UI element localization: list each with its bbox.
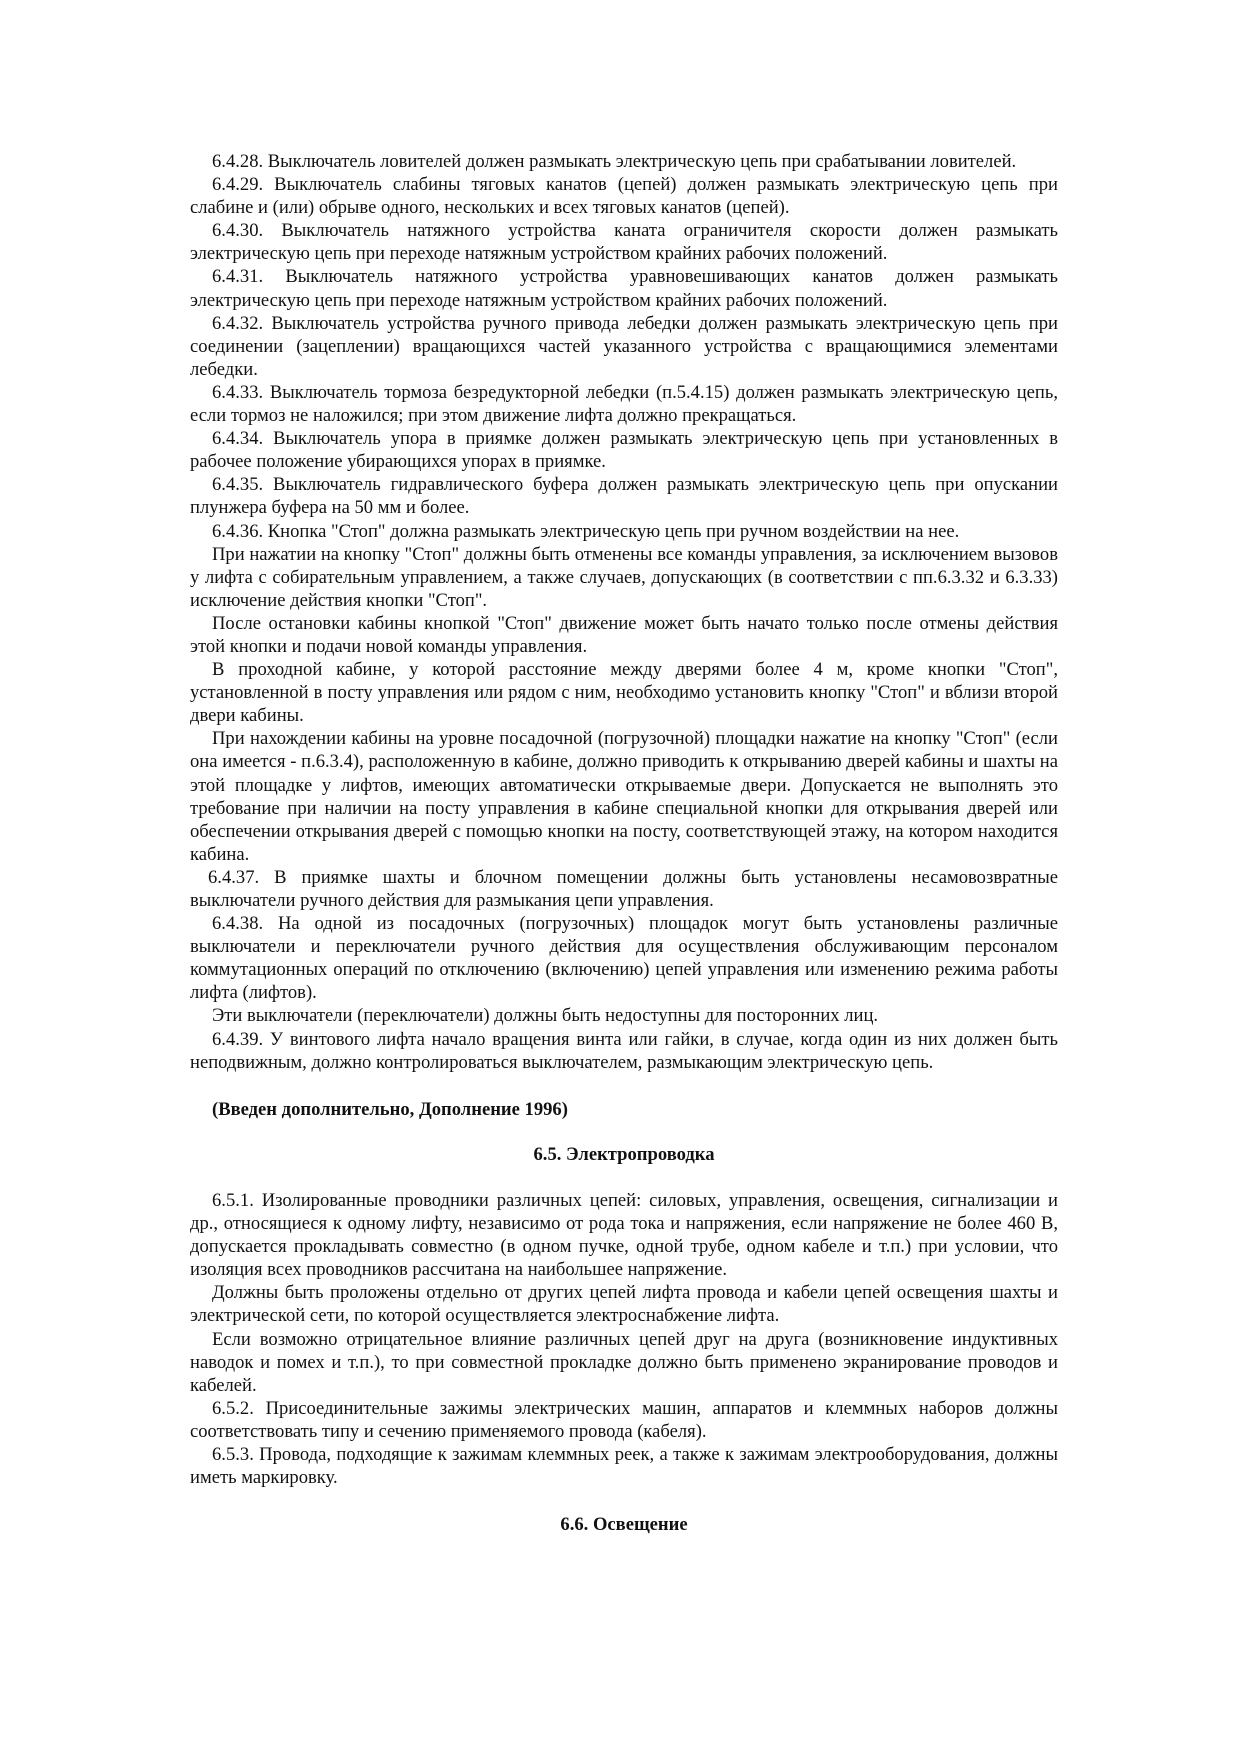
paragraph-stop-button-restart: После остановки кабины кнопкой "Стоп" движение может быть начато только после отмены действия этой кнопки и подачи новой команды управления. [190,612,1058,657]
paragraph-stop-button-doors: При нахождении кабины на уровне посадочной (погрузочной) площадки нажатие на кнопку "Стоп" (если она имеется - п.6.3.4), расположенную в кабине, должно приводить к открыванию дверей кабины и шахты на этой площадке у лифтов, имеющих автоматически открываемые двери. Допускается не выполнять это требование при наличии на посту управления в кабине специальной кнопки для открывания дверей или обеспечении открывания дверей с помощью кнопки на посту, соответствующей этажу, на котором находится кабина. [190,728,1058,865]
paragraph-6-4-31: 6.4.31. Выключатель натяжного устройства уравновешивающих канатов должен размыкать электрическую цепь при переходе натяжным устройством крайних рабочих положений. [190,266,1058,311]
paragraph-6-5-3: 6.5.3. Провода, подходящие к зажимам клеммных реек, а также к зажимам электрооборудования, должны иметь маркировку. [190,1443,1058,1489]
paragraph-6-4-34: 6.4.34. Выключатель упора в приямке должен размыкать электрическую цепь при установленных в рабочее положение убирающихся упорах в приямке. [190,428,1058,473]
paragraph-6-4-33: 6.4.33. Выключатель тормоза безредукторной лебедки (п.5.4.15) должен размыкать электрическую цепь, если тормоз не наложился; при этом движение лифта должно прекращаться. [190,381,1058,427]
paragraph-6-4-35: 6.4.35. Выключатель гидравлического буфера должен размыкать электрическую цепь при опускании плунжера буфера на 50 мм и более. [190,474,1058,519]
paragraph-separate-wiring: Должны быть проложены отдельно от других цепей лифта провода и кабели цепей освещения шахты и электрической сети, по которой осуществляется электроснабжение лифта. [190,1282,1058,1327]
paragraph-6-5-2: 6.5.2. Присоединительные зажимы электрических машин, аппаратов и клеммных наборов должны соответствовать типу и сечению применяемого провода (кабеля). [190,1397,1058,1442]
paragraph-6-4-39: 6.4.39. У винтового лифта начало вращения винта или гайки, в случае, когда один из них должен быть неподвижным, должно контролироваться выключателем, размыкающим электрическую цепь. [190,1028,1058,1073]
paragraph-6-4-29: 6.4.29. Выключатель слабины тяговых канатов (цепей) должен размыкать электрическую цепь при слабине и (или) обрыве одного, нескольких и всех тяговых канатов (цепей). [190,174,1058,219]
document-body [190,150,1058,1536]
section-heading-6-6: 6.6. Освещение [560,1514,688,1536]
paragraph-6-4-30: 6.4.30. Выключатель натяжного устройства каната ограничителя скорости должен размыкать электрическую цепь при переходе натяжным устройством крайних рабочих положений. [190,220,1058,265]
paragraph-stop-button-cancel: При нажатии на кнопку "Стоп" должны быть отменены все команды управления, за исключением вызовов у лифта с собирательным управлением, а также случаев, допускающих (в соответствии с пп.6.3.32 и 6.3.33) исключение действия кнопки "Стоп". [190,543,1058,611]
paragraph-6-4-36: 6.4.36. Кнопка "Стоп" должна размыкать электрическую цепь при ручном воздействии на нее. [212,520,960,542]
paragraph-6-4-37: 6.4.37. В приямке шахты и блочном помещении должны быть установлены несамовозвратные выключатели ручного действия для размыкания цепи управления. [190,866,1058,911]
paragraph-walkthrough-cabin: В проходной кабине, у которой расстояние между дверями более 4 м, кроме кнопки "Стоп", установленной в посту управления или рядом с ним, необходимо установить кнопку "Стоп" и вблизи второй двери кабины. [190,659,1058,727]
paragraph-switches-access: Эти выключатели (переключатели) должны быть недоступны для посторонних лиц. [212,1005,879,1027]
paragraph-6-5-1: 6.5.1. Изолированные проводники различных цепей: силовых, управления, освещения, сигнализации и др., относящиеся к одному лифту, независимо от рода тока и напряжения, если напряжение не более 460 В, допускается прокладывать совместно (в одном пучке, одной трубе, одном кабеле и т.п.) при условии, что изоляция всех проводников рассчитана на наибольшее напряжение. [190,1189,1058,1281]
section-heading-6-5: 6.5. Электропроводка [533,1143,715,1165]
paragraph-shielding: Если возможно отрицательное влияние различных цепей друг на друга (возникновение индуктивных наводок и помех и т.п.), то при совместной прокладке должно быть применено экранирование проводов и кабелей. [190,1328,1058,1396]
paragraph-6-4-38: 6.4.38. На одной из посадочных (погрузочных) площадок могут быть установлены различные выключатели и переключатели ручного действия для осуществления обслуживающим персоналом коммутационных операций по отключению (включению) цепей управления или изменению режима работы лифта (лифтов). [190,913,1058,1004]
paragraph-6-4-32: 6.4.32. Выключатель устройства ручного привода лебедки должен размыкать электрическую цепь при соединении (зацеплении) вращающихся частей указанного устройства с вращающимися элементами лебедки. [190,312,1058,380]
amendment-note: (Введен дополнительно, Дополнение 1996) [212,1098,568,1120]
paragraph-6-4-28: 6.4.28. Выключатель ловителей должен размыкать электрическую цепь при срабатывании ловителей. [212,151,1017,172]
